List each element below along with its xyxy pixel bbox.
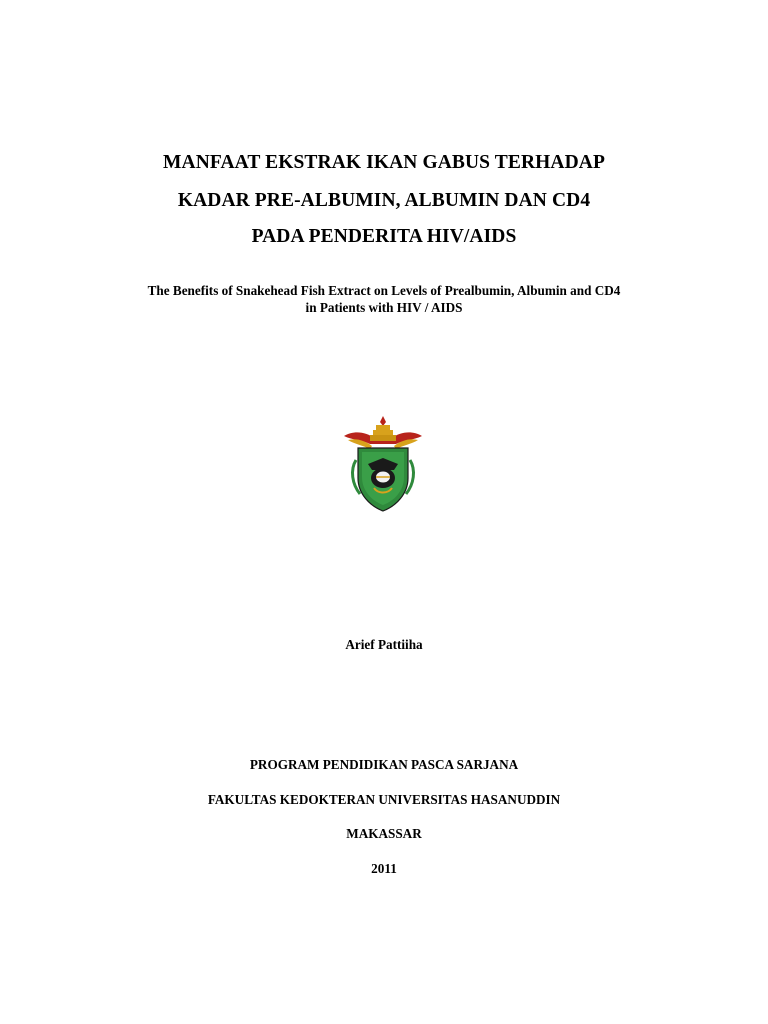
english-title-line-1: The Benefits of Snakehead Fish Extract on Levels of Prealbumin, Albumin and CD4	[147, 283, 621, 298]
faculty-name: FAKULTAS KEDOKTERAN UNIVERSITAS HASANUDDIN	[207, 792, 561, 807]
program-name: PROGRAM PENDIDIKAN PASCA SARJANA	[249, 757, 519, 772]
university-emblem-icon	[340, 414, 426, 514]
author-name: Arief Pattiiha	[345, 637, 423, 652]
english-title-line-2: in Patients with HIV / AIDS	[305, 300, 463, 315]
city-name: MAKASSAR	[346, 826, 422, 841]
year: 2011	[371, 861, 397, 876]
title-line-2: KADAR PRE-ALBUMIN, ALBUMIN DAN CD4	[177, 190, 591, 211]
title-line-3: PADA PENDERITA HIV/AIDS	[251, 226, 517, 247]
title-line-1: MANFAAT EKSTRAK IKAN GABUS TERHADAP	[163, 152, 605, 173]
